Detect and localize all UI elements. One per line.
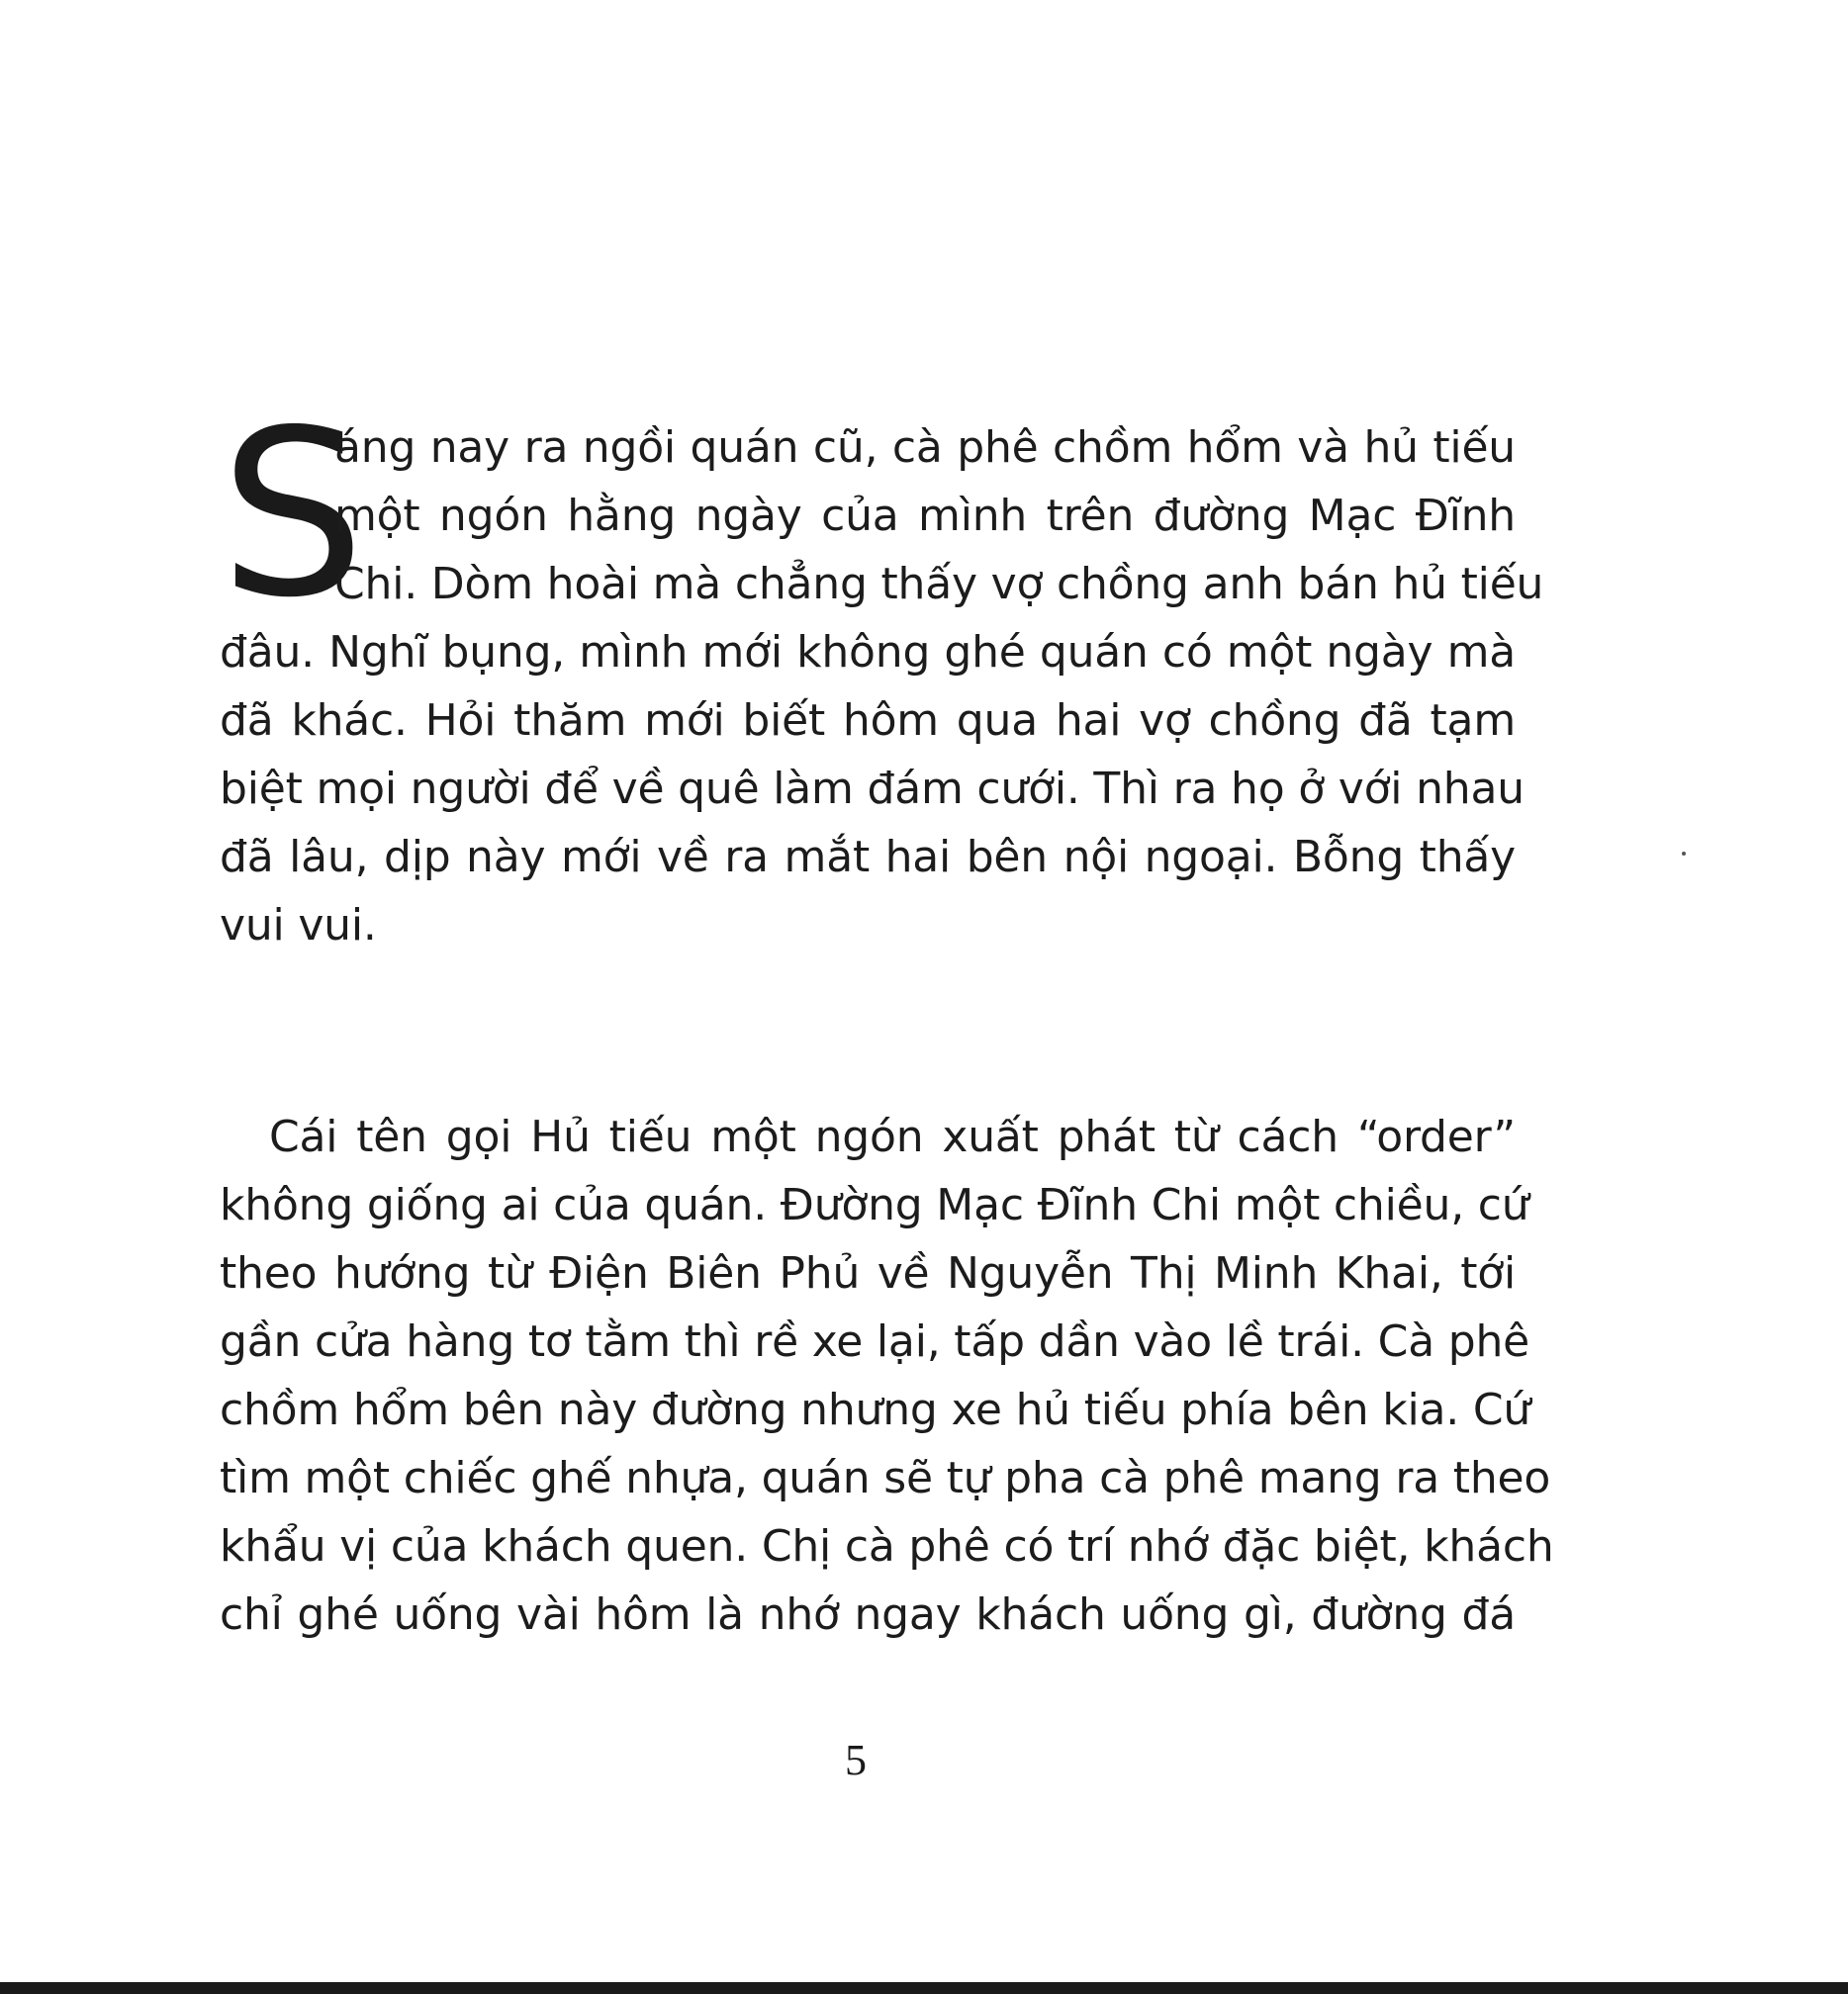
text-line: đã lâu, dịp này mới về ra mắt hai bên nội ngoại. Bỗng thấy xyxy=(220,832,1516,882)
text-line: biệt mọi người để về quê làm đám cưới. Thì ra họ ở với nhau xyxy=(220,764,1525,814)
text-line: chồm hổm bên này đường nhưng xe hủ tiếu phía bên kia. Cứ xyxy=(220,1385,1531,1435)
text-line: vui vui. xyxy=(220,900,377,951)
page-number: 5 xyxy=(845,1736,867,1784)
text-line: Chi. Dòm hoài mà chẳng thấy vợ chồng anh bán hủ tiếu xyxy=(334,559,1544,609)
speck-mark xyxy=(1682,852,1686,856)
text-line: không giống ai của quán. Đường Mạc Đĩnh Chi một chiều, cứ xyxy=(220,1180,1529,1230)
paragraph-2 xyxy=(220,1103,1554,1649)
text-line: áng nay ra ngồi quán cũ, cà phê chồm hổm và hủ tiếu xyxy=(334,422,1516,473)
text-line: chỉ ghé uống vài hôm là nhớ ngay khách uống gì, đường đá xyxy=(220,1589,1516,1640)
text-line: đâu. Nghĩ bụng, mình mới không ghé quán có một ngày mà xyxy=(220,627,1516,678)
text-line: gần cửa hàng tơ tằm thì rề xe lại, tấp dần vào lề trái. Cà phê xyxy=(220,1316,1530,1367)
scan-edge-strip xyxy=(0,1982,1848,1994)
text-line: theo hướng từ Điện Biên Phủ về Nguyễn Thị Minh Khai, tới xyxy=(220,1248,1516,1299)
text-line: Cái tên gọi Hủ tiếu một ngón xuất phát từ cách “order” xyxy=(269,1112,1516,1162)
text-line: đã khác. Hỏi thăm mới biết hôm qua hai vợ chồng đã tạm xyxy=(220,695,1516,746)
drop-cap: S xyxy=(220,381,366,648)
paragraph-1 xyxy=(220,381,1544,959)
text-line: tìm một chiếc ghế nhựa, quán sẽ tự pha cà phê mang ra theo xyxy=(220,1453,1551,1503)
text-line: một ngón hằng ngày của mình trên đường Mạc Đĩnh xyxy=(334,491,1516,541)
text-line: khẩu vị của khách quen. Chị cà phê có trí nhớ đặc biệt, khách xyxy=(220,1521,1554,1572)
